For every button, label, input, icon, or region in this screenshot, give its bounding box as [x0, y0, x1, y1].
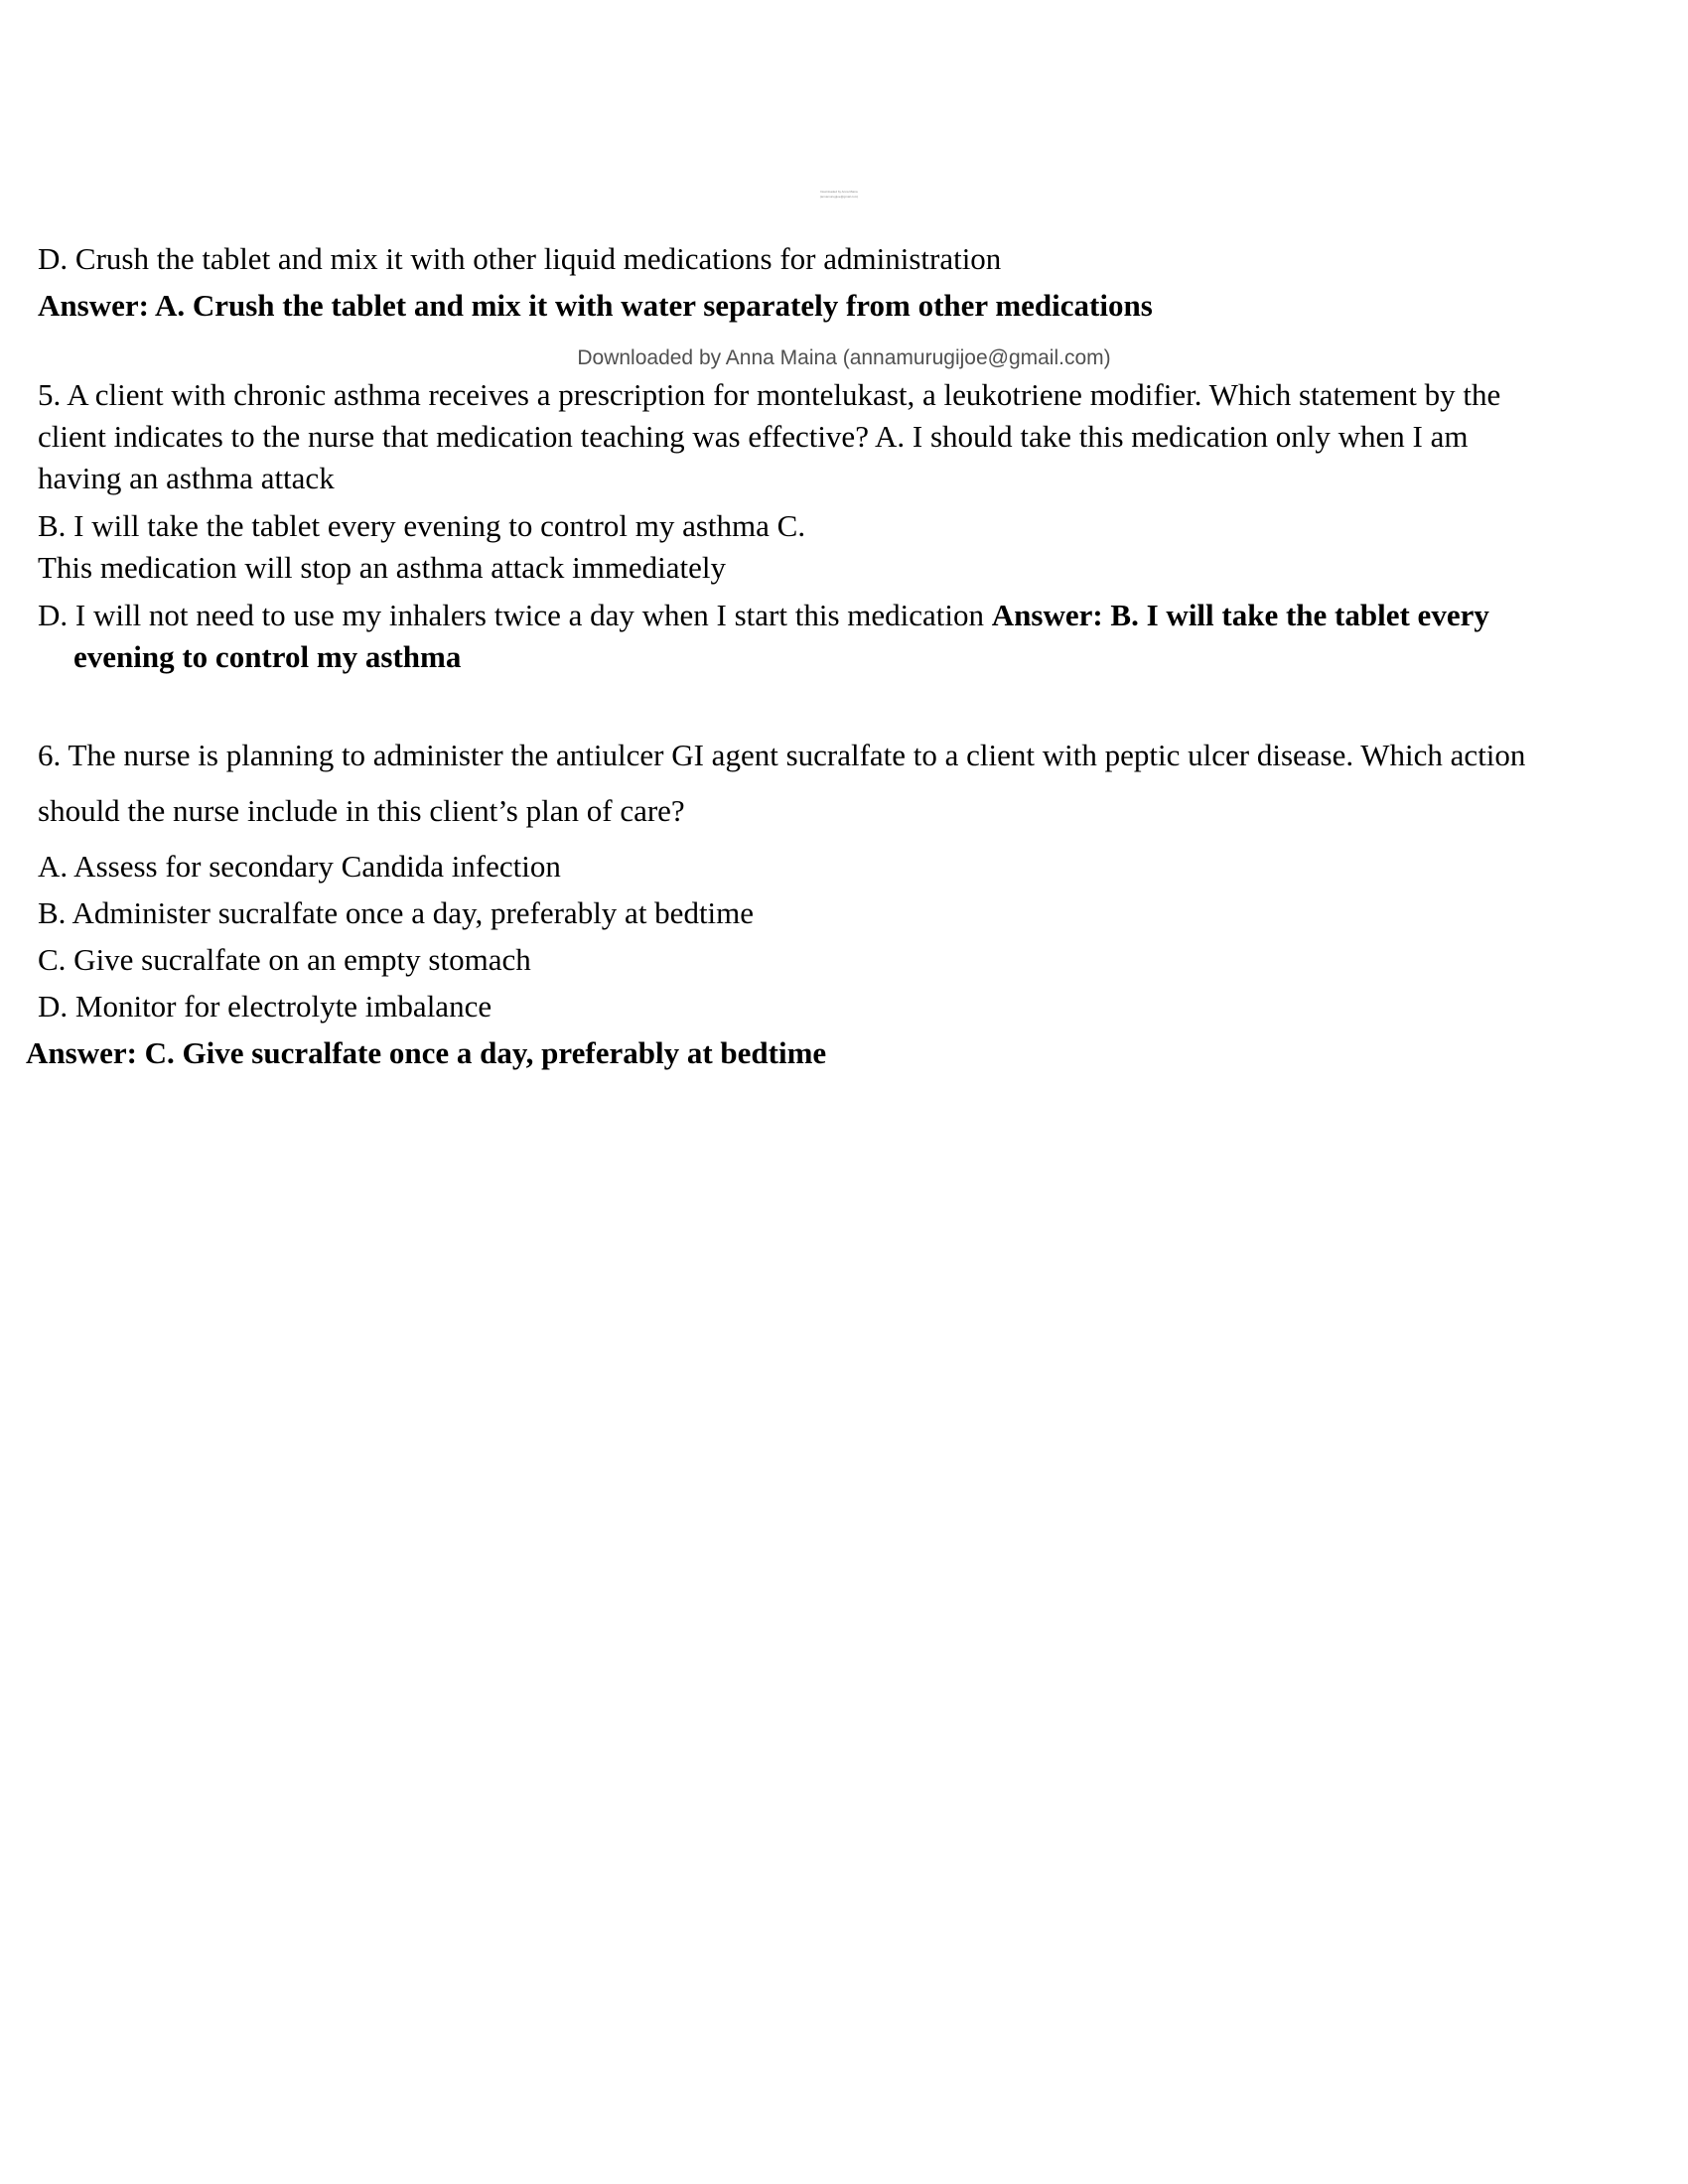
q5-answer: Answer: B. I will take the tablet every [991, 598, 1489, 632]
q6-stem-line-1: 6. The nurse is planning to administer the antiulcer GI agent sucralfate to a client with peptic ulcer disease. Which action [38, 738, 1526, 772]
q5-option-d-with-answer [38, 596, 1489, 635]
q6-option-b: B. Administer sucralfate once a day, preferably at bedtime [38, 895, 755, 930]
q5-option-c: This medication will stop an asthma attack immediately [38, 550, 727, 585]
q5-answer-continued: evening to control my asthma [73, 639, 462, 674]
q5-stem-line-3: having an asthma attack [38, 461, 335, 495]
q6-answer: Answer: C. Give sucralfate once a day, preferably at bedtime [26, 1035, 827, 1070]
page-header-text: Downloaded by Anna Maina (annamurugijoe@gmail.com) [819, 190, 859, 199]
q6-option-a: A. Assess for secondary Candida infection [38, 849, 561, 884]
q6-option-c: C. Give sucralfate on an empty stomach [38, 942, 531, 977]
q6-stem-line-2: should the nurse include in this client’s plan of care? [38, 793, 685, 828]
q5-option-d: D. I will not need to use my inhalers twice a day when I start this medication [38, 598, 992, 632]
q4-option-d: D. Crush the tablet and mix it with other liquid medications for administration [38, 241, 1002, 276]
q5-stem-line-2: client indicates to the nurse that medication teaching was effective? A. I should take this medication only when I am [38, 419, 1469, 454]
q5-stem-line-1: 5. A client with chronic asthma receives a prescription for montelukast, a leukotriene modifier. Which statement by the [38, 377, 1501, 412]
download-watermark: Downloaded by Anna Maina (annamurugijoe@gmail.com) [577, 346, 1111, 369]
q4-answer: Answer: A. Crush the tablet and mix it with water separately from other medications [38, 288, 1153, 323]
q5-option-b: B. I will take the tablet every evening to control my asthma C. [38, 508, 806, 543]
q6-option-d: D. Monitor for electrolyte imbalance [38, 989, 492, 1024]
